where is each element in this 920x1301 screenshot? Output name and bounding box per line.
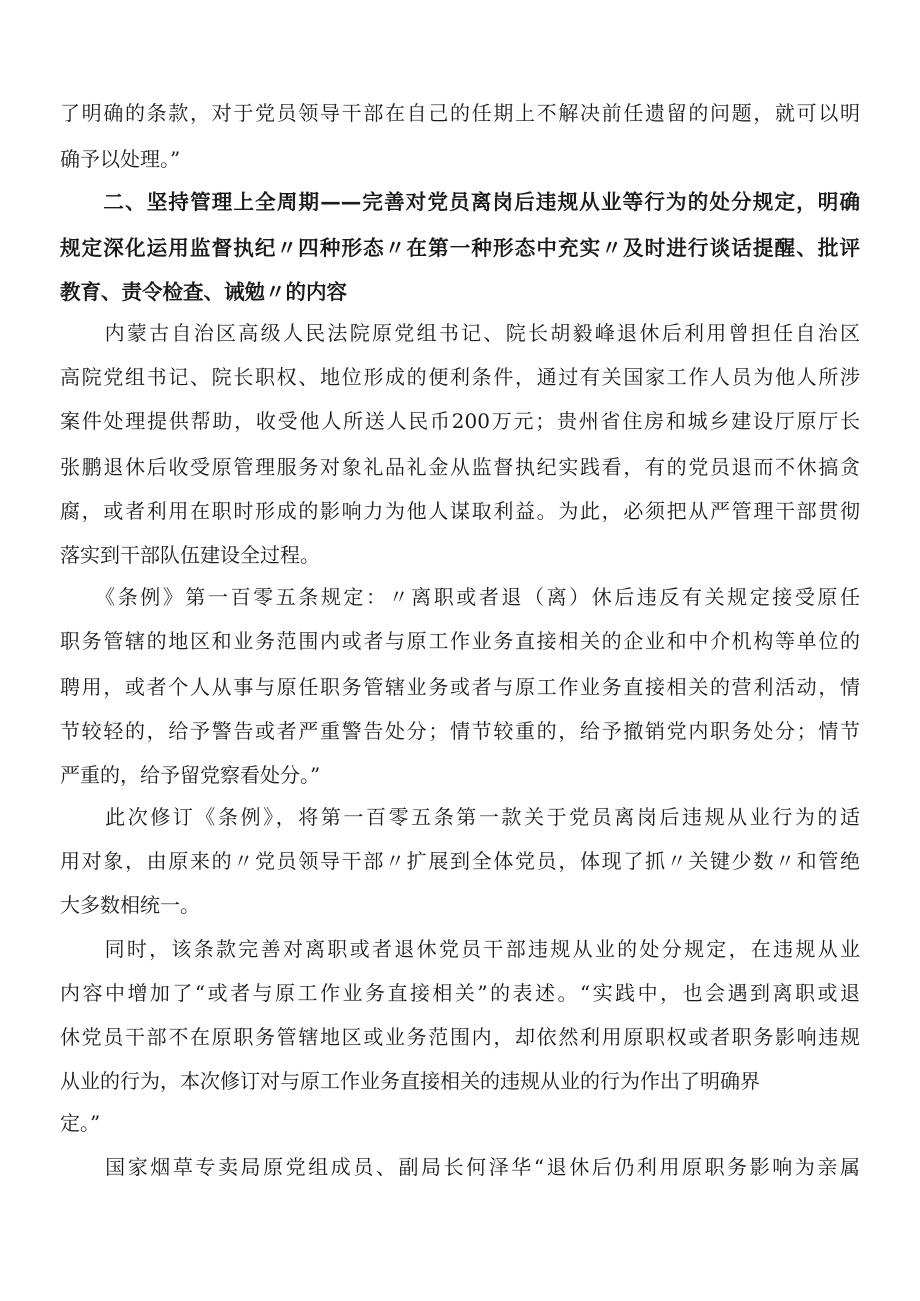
text-line: 聘用，或者个人从事与原任职务管辖业务或者与原工作业务直接相关的营利活动，情	[60, 675, 860, 699]
heading-line: 规定深化运用监督执纪〃四种形态〃在第一种形态中充实〃及时进行谈话提醒、批评	[60, 236, 860, 260]
text-line: 同时，该条款完善对离职或者退休党员干部违规从业的处分规定，在违规从业	[60, 937, 860, 961]
text-line: 张鹏退休后收受原管理服务对象礼品礼金从监督执纪实践看，有的党员退而不休搞贪	[60, 455, 860, 479]
text-line: 案件处理提供帮助，收受他人所送人民币200万元；贵州省住房和城乡建设厅原厅长	[60, 409, 860, 433]
text-line: 内容中增加了“或者与原工作业务直接相关”的表述。“实践中，也会遇到离职或退	[60, 981, 860, 1005]
text-line: 《条例》第一百零五条规定：〃离职或者退（离）休后违反有关规定接受原任	[60, 585, 860, 609]
heading-line: 二、坚持管理上全周期——完善对党员离岗后违规从业等行为的处分规定，明确	[60, 190, 860, 214]
text-line: 大多数相统一。	[60, 893, 200, 917]
heading-line: 教育、责令检查、诫勉〃的内容	[60, 280, 347, 304]
text-line: 定。”	[60, 1111, 101, 1135]
text-line: 确予以处理。”	[60, 147, 181, 171]
text-line: 从业的行为，本次修订对与原工作业务直接相关的违规从业的行为作出了明确界	[60, 1069, 760, 1093]
text-line: 节较轻的，给予警告或者严重警告处分；情节较重的，给予撤销党内职务处分；情节	[60, 719, 860, 743]
text-line: 此次修订《条例》，将第一百零五条第一款关于党员离岗后违规从业行为的适	[60, 805, 860, 829]
text-line: 高院党组书记、院长职权、地位形成的便利条件，通过有关国家工作人员为他人所涉	[60, 365, 860, 389]
text-line: 腐，或者利用在职时形成的影响力为他人谋取利益。为此，必须把从严管理干部贯彻	[60, 499, 860, 523]
text-line: 严重的，给予留党察看处分。”	[60, 763, 321, 787]
text-line: 用对象，由原来的〃党员领导干部〃扩展到全体党员，体现了抓〃关键少数〃和管绝	[60, 849, 860, 873]
text-line: 内蒙古自治区高级人民法院原党组书记、院长胡毅峰退休后利用曾担任自治区	[60, 321, 860, 345]
text-line: 职务管辖的地区和业务范围内或者与原工作业务直接相关的企业和中介机构等单位的	[60, 629, 860, 653]
text-line: 休党员干部不在原职务管辖地区或业务范围内，却依然利用原职权或者职务影响违规	[60, 1025, 860, 1049]
text-line: 国家烟草专卖局原党组成员、副局长何泽华“退休后仍利用原职务影响为亲属	[60, 1155, 860, 1179]
text-line: 了明确的条款，对于党员领导干部在自己的任期上不解决前任遗留的问题，就可以明	[60, 101, 860, 125]
text-line: 落实到干部队伍建设全过程。	[60, 543, 320, 567]
